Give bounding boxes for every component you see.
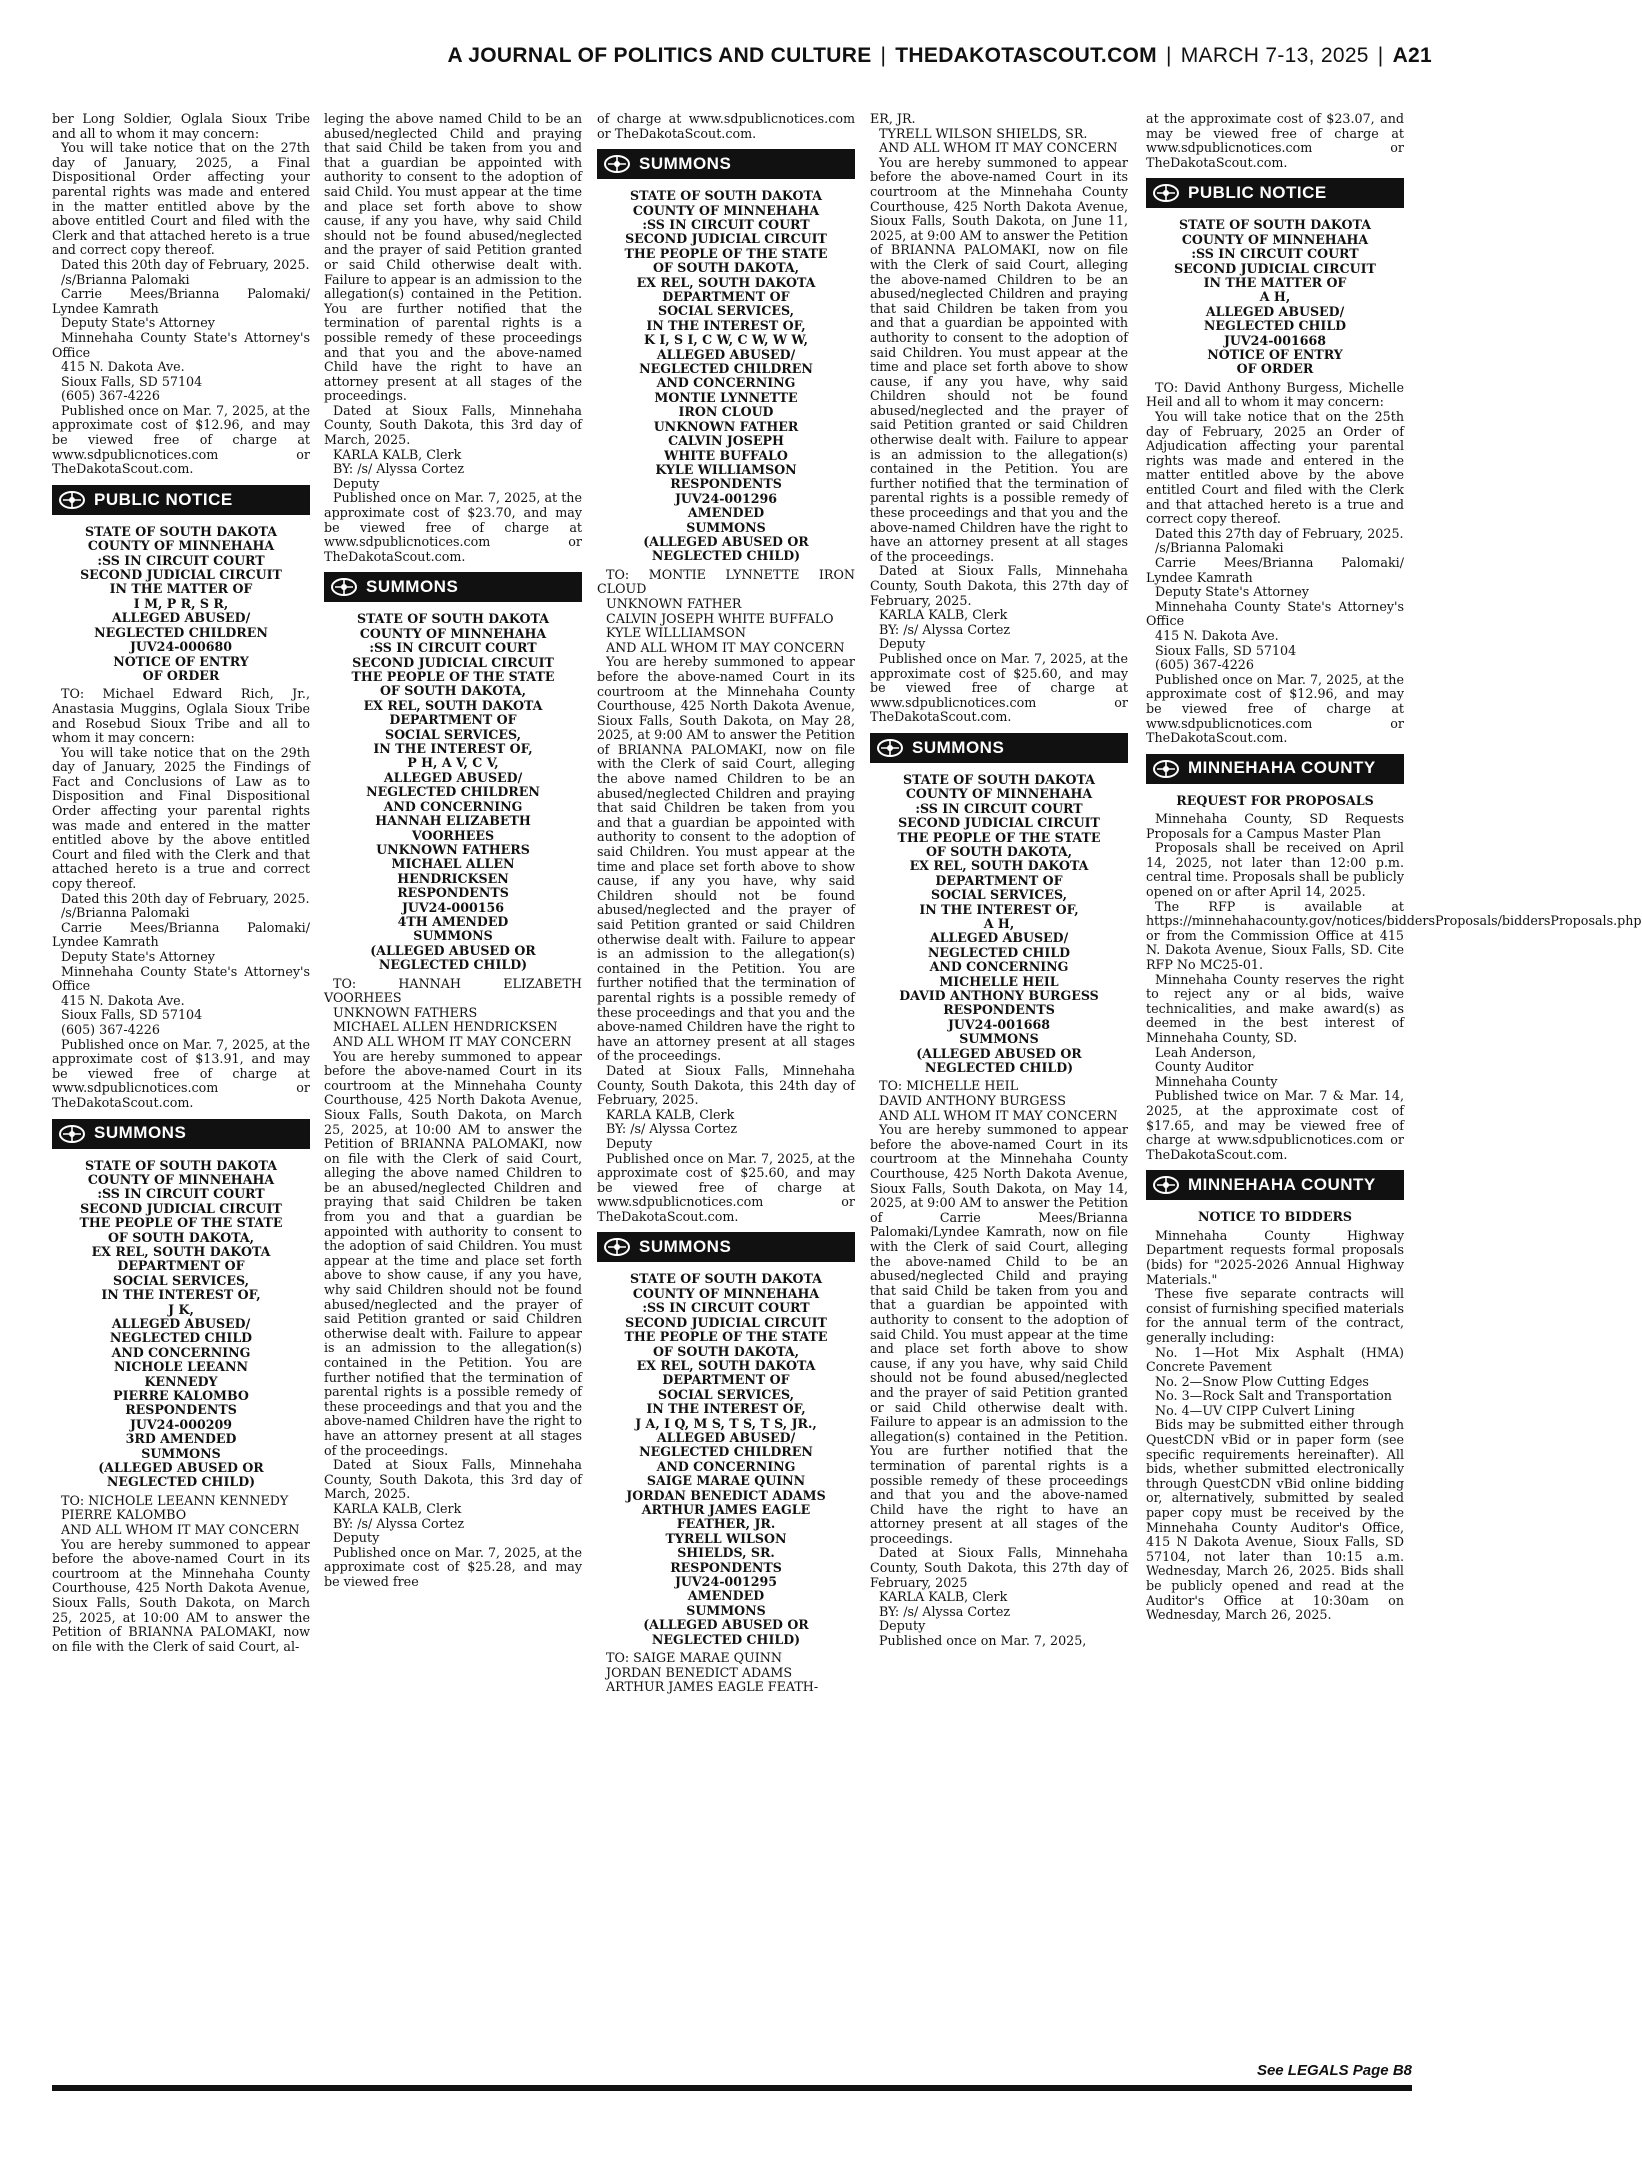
- header-separator: |: [1165, 44, 1172, 67]
- section-label: PUBLIC NOTICE: [94, 489, 233, 509]
- column-3: [597, 112, 855, 2072]
- notice-paragraph: /s/Brianna Palomaki: [61, 271, 190, 287]
- continued-note: See LEGALS Page B8: [1256, 2062, 1412, 2079]
- section-label: SUMMONS: [639, 1237, 732, 1257]
- notice-paragraph: Sioux Falls, SD 57104: [1155, 642, 1297, 658]
- notice-paragraph: The RFP is available at https://minnehahacounty.gov/notices/biddersProposals/biddersProposals.php or from the Commission Office at 415 N. Dakota Avenue, Sioux Falls, SD. Cite RFP No MC25-01.: [1146, 898, 1642, 973]
- notice-paragraph: Deputy: [606, 1135, 653, 1151]
- notice-paragraph: You are hereby summoned to appear before the above-named Court in its courtroom at the Minnehaha County Courthouse, 425 North Dakota Avenue, Sioux Falls, South Dakota, on June 11, 2025, at 9:00 AM to answer the Petition of BRIANNA PALOMAKI, now on file with the Clerk of said Court, alleging the above-named Children to be an abused/neglected Children and praying that said Children be taken from you and that a guardian be appointed with authority to consent to the adoption of said Children. You must appear at the time and place set forth above to show cause, if any you have, why said Children should not be found abused/neglected and the prayer of said Petition granted or said Children otherwise dealt with. Failure to appear is an admission to the allegation(s) contained in the Petition. You are further notified that the termination of parental rights is a possible remedy of these proceedings and that you and the above-named Children have the right to have an attorney present at all stages of the proceedings.: [870, 154, 1128, 564]
- notice-paragraph: Deputy State's Attorney: [61, 315, 215, 331]
- notice-paragraph: County Auditor: [1155, 1059, 1254, 1075]
- notice-paragraph: KARLA KALB, Clerk: [879, 1589, 1008, 1605]
- notice-paragraph: of charge at www.sdpublicnotices.com or TheDakotaScout.com.: [597, 111, 855, 141]
- notice-paragraph: You are hereby summoned to appear before the above-named Court in its courtroom at the Minnehaha County Courthouse, 425 North Dakota Avenue, Sioux Falls, South Dakota, on May 28, 2025, at 9:00 AM to answer the Petition of BRIANNA PALOMAKI, now on file with the Clerk of said Court, alleging the above named Children to be an abused/neglected Children and praying that said Children be taken from you and that a guardian be appointed with authority to consent to the adoption of said Children. You must appear at the time and place set forth above to show cause, if any you have, why said Children should not be found abused/neglected and the prayer of said Petition granted or said Children otherwise dealt with. Failure to appear is an admission to the allegation(s) contained in the Petition. You are further notified that the termination of parental rights is a possible remedy of these proceedings and that you and the above-named Children have the right to have an attorney present at all stages of the proceedings.: [597, 654, 855, 1064]
- notice-paragraph: Published once on Mar. 7, 2025, at the approximate cost of $12.96, and may be viewed free of charge at www.sdpublicnotices.com or TheDakotaScout.com.: [52, 402, 310, 477]
- header-separator: |: [1377, 44, 1384, 67]
- notice-paragraph: 415 N. Dakota Ave.: [61, 359, 185, 375]
- notice-paragraph: Deputy: [333, 475, 380, 491]
- notice-paragraph: TO: MICHELLE HEIL: [879, 1078, 1019, 1094]
- notice-paragraph: These five separate contracts will consist of furnishing specified materials for the annual term of the contract, generally including:: [1146, 1286, 1404, 1345]
- section-label: PUBLIC NOTICE: [1188, 183, 1327, 203]
- scout-logo-icon: [330, 576, 358, 598]
- notice-paragraph: Published once on Mar. 7, 2025, at the approximate cost of $23.70, and may be viewed free of charge at www.sdpublicnotices.com or TheDakotaScout.com.: [324, 490, 582, 564]
- notice-paragraph: Sioux Falls, SD 57104: [61, 373, 203, 389]
- scout-logo-icon: [58, 1123, 86, 1145]
- column-4: [870, 112, 1128, 2072]
- section-label: SUMMONS: [94, 1123, 187, 1143]
- notice-paragraph: Deputy: [879, 636, 926, 652]
- notice-paragraph: Bids may be submitted either through QuestCDN vBid or in paper form (see specific requirements hereinafter). All bids, whether submitted electronically through QuestCDN vBid online bidding or, alternatively, submitted by sealed paper copy must be received by the Minnehaha County Auditor's Office, 415 N Dakota Avenue, Sioux Falls, SD 57104, not later than 10:15 a.m. Wednesday, March 26, 2025. Bids shall be publicly opened and read at the Auditor's Office at 10:30am on Wednesday, March 26, 2025.: [1146, 1417, 1404, 1623]
- section-label-bar: [597, 149, 855, 179]
- notice-paragraph: BY: /s/ Alyssa Cortez: [606, 1121, 738, 1137]
- section-label-bar: [870, 733, 1128, 763]
- notice-paragraph: Carrie Mees/Brianna Palomaki/ Lyndee Kamrath: [52, 919, 310, 950]
- notice-paragraph: TO: HANNAH ELIZABETH VOORHEES: [324, 975, 582, 1006]
- section-label: MINNEHAHA COUNTY: [1188, 1175, 1376, 1195]
- notice-paragraph: You are hereby summoned to appear before the above-named Court in its courtroom at the Minnehaha County Courthouse, 425 North Dakota Avenue, Sioux Falls, South Dakota, on May 14, 2025, at 9:00 AM to answer the Petition of Carrie Mees/Brianna Palomaki/Lyndee Kamrath, now on file with the Clerk of said Court, alleging the above-named Child to be an abused/neglected Child and praying that said Child be taken from you and that a guardian be appointed with authority to consent to the adoption of said Child. You must appear at the time and place set forth above to show cause, if any you have, why said Child should not be found abused/neglected and the prayer of said Petition granted or said Child otherwise dealt with. Failure to appear is an admission to the allegation(s) contained in the Petition. You are further notified that the termination of parental rights is a possible remedy of these proceedings and that you and the above-named Child have the right to have an attorney present at all stages of the proceedings.: [870, 1122, 1128, 1546]
- notice-paragraph: Deputy State's Attorney: [1155, 584, 1309, 600]
- notice-paragraph: KARLA KALB, Clerk: [879, 607, 1008, 623]
- notice-heading: STATE OF SOUTH DAKOTA COUNTY OF MINNEHAHA :SS IN CIRCUIT COURT SECOND JUDICIAL CIRCUIT THE PEOPLE OF THE STATE OF SOUTH DAKOTA, EX REL, SOUTH DAKOTA DEPARTMENT OF SOCIAL SERVICES, IN THE INTEREST OF, J K, ALLEGED ABUSED/ NEGLECTED CHILD AND CONCERNING NICHOLE LEEANN KENNEDY PIERRE KALOMBO RESPONDENTS JUV24-000209 3RD AMENDED SUMMONS (ALLEGED ABUSED OR NEGLECTED CHILD): [79, 1157, 283, 1490]
- notice-paragraph: Published once on Mar. 7, 2025, at the approximate cost of $13.91, and may be viewed free of charge at www.sdpublicnotices.com or TheDakotaScout.com.: [52, 1036, 310, 1110]
- notice-heading: STATE OF SOUTH DAKOTA COUNTY OF MINNEHAHA :SS IN CIRCUIT COURT SECOND JUDICIAL CIRCUIT THE PEOPLE OF THE STATE OF SOUTH DAKOTA, EX REL, SOUTH DAKOTA DEPARTMENT OF SOCIAL SERVICES, IN THE INTEREST OF, K I, S I, C W, C W, W W, ALLEGED ABUSED/ NEGLECTED CHILDREN AND CONCERNING MONTIE LYNNETTE IRON CLOUD UNKNOWN FATHER CALVIN JOSEPH WHITE BUFFALO KYLE WILLIAMSON RESPONDENTS JUV24-001296 AMENDED SUMMONS (ALLEGED ABUSED OR NEGLECTED CHILD): [624, 188, 828, 564]
- notice-paragraph: Minnehaha County: [1155, 1073, 1278, 1089]
- notice-paragraph: ER, JR.: [870, 111, 916, 126]
- notice-paragraph: ARTHUR JAMES EAGLE FEATH-: [606, 1679, 819, 1695]
- notice-paragraph: Published twice on Mar. 7 & Mar. 14, 2025, at the approximate cost of $17.65, and may be viewed free of charge at www.sdpublicnotices.com or TheDakotaScout.com.: [1146, 1088, 1404, 1162]
- column-2: [324, 112, 582, 2072]
- section-label: SUMMONS: [639, 153, 732, 173]
- notice-heading: STATE OF SOUTH DAKOTA COUNTY OF MINNEHAHA :SS IN CIRCUIT COURT SECOND JUDICIAL CIRCUIT IN THE MATTER OF A H, ALLEGED ABUSED/ NEGLECTED CHILD JUV24-001668 NOTICE OF ENTRY OF ORDER: [1174, 217, 1376, 377]
- notice-paragraph: UNKNOWN FATHER: [606, 595, 742, 611]
- notice-paragraph: Proposals shall be received on April 14, 2025, not later than 12:00 p.m. central time. Proposals shall be publicly opened on or after April 14, 2025.: [1146, 840, 1404, 900]
- notice-paragraph: (605) 367-4226: [61, 1021, 160, 1037]
- column-5: [1146, 111, 1642, 2072]
- notice-paragraph: Minnehaha County State's Attorney's Office: [52, 963, 310, 994]
- notice-paragraph: 415 N. Dakota Ave.: [1155, 627, 1279, 643]
- notice-paragraph: MICHAEL ALLEN HENDRICKSEN: [333, 1019, 558, 1035]
- notice-paragraph: /s/Brianna Palomaki: [1155, 540, 1284, 556]
- notice-paragraph: Dated this 20th day of February, 2025.: [61, 890, 310, 906]
- section-label-bar: [1146, 1170, 1404, 1200]
- notice-paragraph: KARLA KALB, Clerk: [606, 1106, 735, 1122]
- notice-paragraph: BY: /s/ Alyssa Cortez: [333, 1515, 465, 1531]
- notice-paragraph: Carrie Mees/Brianna Palomaki/ Lyndee Kamrath: [52, 286, 310, 316]
- notice-paragraph: No. 2—Snow Plow Cutting Edges: [1155, 1373, 1369, 1389]
- notice-heading: STATE OF SOUTH DAKOTA COUNTY OF MINNEHAHA :SS IN CIRCUIT COURT SECOND JUDICIAL CIRCUIT THE PEOPLE OF THE STATE OF SOUTH DAKOTA, EX REL, SOUTH DAKOTA DEPARTMENT OF SOCIAL SERVICES, IN THE INTEREST OF, J A, I Q, M S, T S, T S, JR., ALLEGED ABUSED/ NEGLECTED CHILDREN AND CONCERNING SAIGE MARAE QUINN JORDAN BENEDICT ADAMS ARTHUR JAMES EAGLE FEATHER, JR. TYRELL WILSON SHIELDS, SR. RESPONDENTS JUV24-001295 AMENDED SUMMONS (ALLEGED ABUSED OR NEGLECTED CHILD): [624, 1271, 828, 1647]
- notice-paragraph: (605) 367-4226: [61, 388, 160, 404]
- section-label-bar: [324, 572, 582, 602]
- notice-paragraph: Minnehaha County State's Attorney's Office: [52, 329, 310, 360]
- notice-heading: STATE OF SOUTH DAKOTA COUNTY OF MINNEHAHA :SS IN CIRCUIT COURT SECOND JUDICIAL CIRCUIT THE PEOPLE OF THE STATE OF SOUTH DAKOTA, EX REL, SOUTH DAKOTA DEPARTMENT OF SOCIAL SERVICES, IN THE INTEREST OF, A H, ALLEGED ABUSED/ NEGLECTED CHILD AND CONCERNING MICHELLE HEIL DAVID ANTHONY BURGESS RESPONDENTS JUV24-001668 SUMMONS (ALLEGED ABUSED OR NEGLECTED CHILD): [897, 771, 1101, 1076]
- notice-paragraph: TO: Michael Edward Rich, Jr., Anastasia Muggins, Oglala Sioux Tribe and Rosebud Sioux Tribe and all to whom it may concern:: [52, 686, 310, 746]
- footer-rule: [52, 2085, 1412, 2091]
- notice-paragraph: 415 N. Dakota Ave.: [61, 992, 185, 1008]
- section-label-bar: [52, 1119, 310, 1149]
- notice-paragraph: Published once on Mar. 7, 2025, at the approximate cost of $25.60, and may be viewed free of charge at www.sdpublicnotices.com or TheDakotaScout.com.: [870, 650, 1128, 725]
- section-label-bar: [1146, 754, 1404, 784]
- notice-paragraph: You will take notice that on the 25th day of February, 2025 an Order of Adjudication affecting your parental rights was made and entered in the matter entitled above by the above entitled Court and filed with the Clerk and that attached hereto is a true and correct copy thereof.: [1146, 409, 1404, 527]
- notice-paragraph: Minnehaha County State's Attorney's Office: [1146, 598, 1404, 629]
- header-separator: |: [880, 44, 887, 67]
- notice-paragraph: Dated this 20th day of February, 2025.: [61, 256, 310, 272]
- notice-paragraph: Minnehaha County Highway Department requests formal proposals (bids) for "2025-2026 Annual Highway Materials.": [1146, 1227, 1404, 1287]
- notice-paragraph: TO: NICHOLE LEEANN KENNEDY: [61, 1492, 289, 1508]
- notice-paragraph: KYLE WILLLIAMSON: [606, 625, 746, 641]
- notice-paragraph: TO: David Anthony Burgess, Michelle Heil and all to whom it may concern:: [1146, 379, 1404, 410]
- section-label-bar: [597, 1232, 855, 1262]
- notice-paragraph: Dated at Sioux Falls, Minnehaha County, South Dakota, this 24th day of February, 2025.: [597, 1062, 855, 1108]
- scout-logo-icon: [603, 1236, 631, 1258]
- notice-paragraph: Published once on Mar. 7, 2025, at the approximate cost of $25.28, and may be viewed free: [324, 1544, 582, 1589]
- header-date: MARCH 7-13, 2025: [1180, 44, 1369, 67]
- notice-paragraph: You are hereby summoned to appear before the above-named Court in its courtroom at the Minnehaha County Courthouse, 425 North Dakota Avenue, Sioux Falls, South Dakota, on March 25, 2025, at 10:00 AM to answer the Petition of BRIANNA PALOMAKI, now on file with the Clerk of said Court, al-: [52, 1536, 310, 1654]
- notice-paragraph: You will take notice that on the 29th day of January, 2025 the Findings of Fact and Conclusions of Law as to Disposition and Final Dispositional Order affecting your parental rights was made and entered in the matter entitled above by the above entitled Court and filed with the Clerk and that attached hereto is a true and correct copy thereof.: [52, 744, 310, 892]
- notice-paragraph: TO: MONTIE LYNNETTE IRON CLOUD: [597, 566, 855, 597]
- notice-paragraph: ber Long Soldier, Oglala Sioux Tribe and all to whom it may concern:: [52, 111, 310, 141]
- notice-paragraph: Published once on Mar. 7, 2025, at the approximate cost of $25.60, and may be viewed free of charge at www.sdpublicnotices.com or TheDakotaScout.com.: [597, 1150, 855, 1224]
- notice-heading: NOTICE TO BIDDERS: [1197, 1209, 1352, 1225]
- scout-logo-icon: [876, 737, 904, 759]
- notice-paragraph: No. 3—Rock Salt and Transportation: [1155, 1388, 1392, 1404]
- notice-paragraph: Published once on Mar. 7, 2025, at the approximate cost of $12.96, and may be viewed free of charge at www.sdpublicnotices.com or TheDakotaScout.com.: [1146, 671, 1404, 746]
- section-label: SUMMONS: [912, 737, 1005, 757]
- notice-paragraph: AND ALL WHOM IT MAY CONCERN: [333, 1033, 572, 1049]
- notice-paragraph: JORDAN BENEDICT ADAMS: [606, 1664, 793, 1680]
- notice-paragraph: You are hereby summoned to appear before the above-named Court in its courtroom at the Minnehaha County Courthouse, 425 North Dakota Avenue, Sioux Falls, South Dakota, on March 25, 2025, at 10:00 AM to answer the Petition of BRIANNA PALOMAKI, now on file with the Clerk of said Court, alleging the above named Children to be an abused/neglected Children and praying that said Children be taken from you and that a guardian be appointed with authority to consent to the adoption of said Children. You must appear at the time and place set forth above to show cause, if any you have, why said Children should not be found abused/neglected and the prayer of said Petition granted or said Children otherwise dealt with. Failure to appear is an admission to the allegation(s) contained in the Petition. You are further notified that the termination of parental rights is a possible remedy of these proceedings and that you and the above-named Children have the right to have an attorney present at all stages of the proceedings.: [324, 1048, 582, 1458]
- header-section: A JOURNAL OF POLITICS AND CULTURE: [447, 44, 872, 67]
- notice-paragraph: Dated at Sioux Falls, Minnehaha County, South Dakota, this 27th day of February, 2025: [870, 1545, 1128, 1590]
- section-label-bar: [1146, 178, 1404, 208]
- section-label: SUMMONS: [366, 577, 459, 597]
- notice-paragraph: CALVIN JOSEPH WHITE BUFFALO: [606, 610, 834, 626]
- notice-paragraph: No. 4—UV CIPP Culvert Lining: [1155, 1402, 1355, 1418]
- notice-paragraph: Leah Anderson,: [1155, 1044, 1257, 1060]
- scout-logo-icon: [58, 489, 86, 511]
- notice-paragraph: AND ALL WHOM IT MAY CONCERN: [879, 1107, 1118, 1123]
- header-site: THEDAKOTASCOUT.COM: [895, 44, 1157, 67]
- notice-paragraph: BY: /s/ Alyssa Cortez: [879, 621, 1011, 637]
- notice-paragraph: leging the above named Child to be an abused/neglected Child and praying that said Child be taken from you and that a guardian be appointed with authority to consent to the adoption of said Child. You must appear at the time and place set forth above to show cause, if any you have, why said Child should not be found abused/neglected and the prayer of said Petition granted or said Child otherwise dealt with. Failure to appear is an admission to the allegation(s) contained in the Petition. You are further notified that the termination of parental rights is a possible remedy of these proceedings and that you and the above-named Child have the right to have an attorney present at all stages of the proceedings.: [324, 111, 582, 404]
- notice-paragraph: Dated at Sioux Falls, Minnehaha County, South Dakota, this 3rd day of March, 2025.: [324, 1457, 582, 1502]
- notice-paragraph: /s/Brianna Palomaki: [61, 905, 190, 921]
- notice-paragraph: KARLA KALB, Clerk: [333, 1500, 462, 1516]
- notice-paragraph: Carrie Mees/Brianna Palomaki/ Lyndee Kamrath: [1146, 554, 1404, 585]
- page-number: A21: [1392, 44, 1432, 67]
- notice-paragraph: Dated this 27th day of February, 2025.: [1155, 525, 1404, 541]
- notice-heading: STATE OF SOUTH DAKOTA COUNTY OF MINNEHAHA :SS IN CIRCUIT COURT SECOND JUDICIAL CIRCUIT IN THE MATTER OF I M, P R, S R, ALLEGED ABUSED/ NEGLECTED CHILDREN JUV24-000680 NOTICE OF ENTRY OF ORDER: [80, 523, 282, 683]
- notice-paragraph: Minnehaha County, SD Requests Proposals for a Campus Master Plan: [1146, 811, 1404, 841]
- notice-paragraph: AND ALL WHOM IT MAY CONCERN: [606, 639, 845, 655]
- notice-paragraph: PIERRE KALOMBO: [61, 1507, 187, 1523]
- notice-paragraph: Deputy State's Attorney: [61, 949, 215, 964]
- notice-paragraph: Sioux Falls, SD 57104: [61, 1007, 203, 1023]
- scout-logo-icon: [1152, 1174, 1180, 1196]
- legal-notices-columns: [52, 111, 1642, 2072]
- notice-paragraph: UNKNOWN FATHERS: [333, 1004, 478, 1020]
- scout-logo-icon: [603, 153, 631, 175]
- notice-paragraph: TYRELL WILSON SHIELDS, SR.: [879, 125, 1088, 141]
- notice-paragraph: AND ALL WHOM IT MAY CONCERN: [61, 1522, 300, 1538]
- notice-paragraph: Deputy: [333, 1530, 380, 1546]
- notice-paragraph: Dated at Sioux Falls, Minnehaha County, South Dakota, this 3rd day of March, 2025.: [324, 402, 582, 448]
- section-label-bar: [52, 485, 310, 515]
- column-1: [52, 112, 310, 2072]
- scout-logo-icon: [1152, 758, 1180, 780]
- notice-paragraph: AND ALL WHOM IT MAY CONCERN: [879, 140, 1118, 156]
- notice-heading: STATE OF SOUTH DAKOTA COUNTY OF MINNEHAHA :SS IN CIRCUIT COURT SECOND JUDICIAL CIRCUIT THE PEOPLE OF THE STATE OF SOUTH DAKOTA, EX REL, SOUTH DAKOTA DEPARTMENT OF SOCIAL SERVICES, IN THE INTEREST OF, P H, A V, C V, ALLEGED ABUSED/ NEGLECTED CHILDREN AND CONCERNING HANNAH ELIZABETH VOORHEES UNKNOWN FATHERS MICHAEL ALLEN HENDRICKSEN RESPONDENTS JUV24-000156 4TH AMENDED SUMMONS (ALLEGED ABUSED OR NEGLECTED CHILD): [351, 611, 555, 973]
- notice-paragraph: DAVID ANTHONY BURGESS: [879, 1093, 1066, 1109]
- notice-paragraph: (605) 367-4226: [1155, 657, 1254, 673]
- notice-paragraph: Dated at Sioux Falls, Minnehaha County, South Dakota, this 27th day of February, 2025.: [870, 563, 1128, 608]
- notice-paragraph: TO: SAIGE MARAE QUINN: [606, 1650, 782, 1666]
- section-label: MINNEHAHA COUNTY: [1188, 758, 1376, 778]
- notice-paragraph: at the approximate cost of $23.07, and may be viewed free of charge at www.sdpublicnotices.com or TheDakotaScout.com.: [1146, 111, 1404, 170]
- notice-heading: REQUEST FOR PROPOSALS: [1176, 792, 1374, 808]
- notice-paragraph: Published once on Mar. 7, 2025,: [879, 1633, 1087, 1649]
- notice-paragraph: BY: /s/ Alyssa Cortez: [879, 1603, 1011, 1619]
- scout-logo-icon: [1152, 182, 1180, 204]
- page-header: [52, 44, 1432, 84]
- notice-paragraph: Deputy: [879, 1618, 926, 1634]
- notice-paragraph: Minnehaha County reserves the right to reject any or al bids, waive technicalities, and make award(s) as deemed in the best interest of Minnehaha County, SD.: [1146, 971, 1404, 1045]
- notice-paragraph: BY: /s/ Alyssa Cortez: [333, 461, 465, 477]
- notice-paragraph: KARLA KALB, Clerk: [333, 446, 462, 462]
- notice-paragraph: You will take notice that on the 27th day of January, 2025, a Final Dispositional Order affecting your parental rights was made and entered in the matter entitled above by the above entitled Court and filed with the Clerk and that attached hereto is a true and correct copy thereof.: [52, 140, 310, 258]
- notice-paragraph: No. 1—Hot Mix Asphalt (HMA) Concrete Pavement: [1146, 1344, 1404, 1375]
